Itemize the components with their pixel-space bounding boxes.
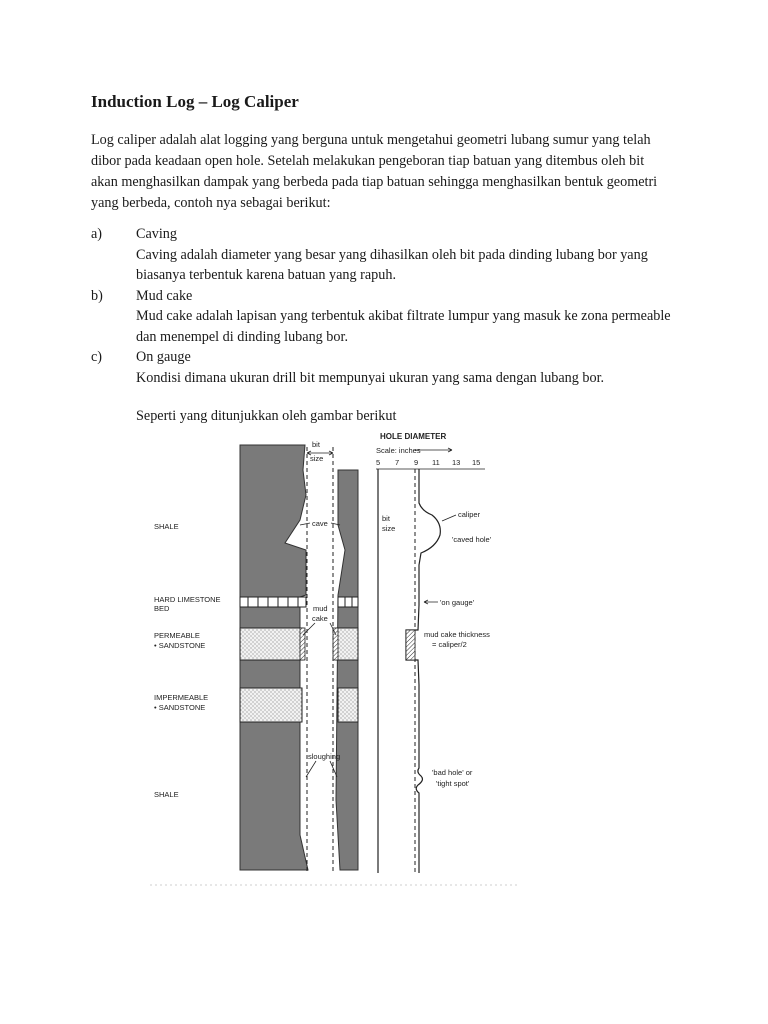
list-description: Mud cake adalah lapisan yang terbentuk akibat filtrate lumpur yang masuk ke zona permeable dan menempel di dinding lubang bor. [136,308,671,345]
log-caliper-label: caliper [458,510,481,519]
impermeable-sandstone-left [240,688,302,722]
layer-label-shale-bottom: SHALE [154,790,179,799]
log-scale-label: Scale: inches [376,446,421,455]
layer-label-impermeable-2: • SANDSTONE [154,703,206,712]
document-title: Induction Log – Log Caliper [91,92,299,111]
figure-caption: Seperti yang ditunjukkan oleh gambar berikut [136,408,397,424]
mud-cake-left [300,628,305,660]
log-bad-hole-label-2: 'tight spot' [436,779,470,788]
list-description: Caving adalah diameter yang besar yang dihasilkan oleh bit pada dinding lubang bor yang biasanya terbentuk karena batuan yang rapuh. [136,246,648,283]
intro-paragraph: Log caliper adalah alat logging yang berguna untuk mengetahui geometri lubang sumur yang telah dibor pada keadaan open hole. Setelah melakukan pengeboran tiap batuan yang ditembus oleh bit akan menghasilkan dampak yang berbeda pada tiap batuan sehingga menghasilkan bentuk geometri yang berbeda, contoh nya sebagai berikut: [91,132,658,211]
caliper-diagram [140,425,540,890]
log-size-label: size [382,524,396,533]
log-mud-cake [406,630,415,660]
cake-label: cake [312,614,328,623]
layer-label-permeable-2: • SANDSTONE [154,641,206,650]
layer-label-shale-top: SHALE [154,522,179,531]
limestone-bed-right [338,597,358,607]
log-caliper-arrow [442,515,456,521]
definition-list [91,224,691,388]
list-description: Kondisi dimana ukuran drill bit mempunyai ukuran yang sama dengan lubang bor. [136,369,605,386]
mud-cake-right [333,628,338,660]
log-tick-7: 7 [395,458,400,467]
list-item [91,224,691,286]
rock-column-right [336,470,358,870]
permeable-sandstone-right [336,628,358,660]
log-mudcake-label-2: = caliper/2 [432,640,467,649]
log-tick-5: 5 [376,458,381,467]
sloughing-label: sloughing [308,752,341,761]
well-size-label: size [310,454,324,463]
list-item [91,347,691,388]
log-mudcake-label-1: mud cake thickness [424,630,490,639]
log-header: HOLE DIAMETER [380,432,447,441]
layer-label-impermeable-1: IMPERMEABLE [154,693,209,702]
sloughing-arrows [306,761,337,777]
log-on-gauge-arrow [424,600,438,604]
log-caved-hole-label: 'caved hole' [452,535,492,544]
list-term: On gauge [136,349,191,365]
list-marker: a) [91,226,103,242]
log-bit-label: bit [382,514,390,523]
log-bad-hole-label-1: 'bad hole' or [432,768,473,777]
mud-label: mud [313,604,328,613]
list-marker: b) [91,287,103,304]
list-item [91,286,691,348]
log-tick-15: 15 [472,458,481,467]
well-bit-label: bit [312,440,320,449]
caliper-curve [406,469,440,873]
caliper-log-figure [140,425,540,890]
layer-label-limestone-2: BED [154,604,170,613]
log-on-gauge-label: 'on gauge' [440,598,475,607]
permeable-sandstone-left [240,628,303,660]
impermeable-sandstone-right [338,688,358,722]
layer-label-limestone-1: HARD LIMESTONE [154,595,221,604]
log-tick-11: 11 [432,458,440,467]
list-term: Mud cake [136,287,193,304]
log-tick-9: 9 [414,458,419,467]
limestone-bed-left [240,597,306,607]
list-marker: c) [91,349,103,365]
cave-label: cave [312,519,328,528]
log-tick-13: 13 [452,458,461,467]
layer-label-permeable-1: PERMEABLE [154,631,200,640]
list-term: Caving [136,226,177,242]
mudcake-arrows [303,623,336,635]
